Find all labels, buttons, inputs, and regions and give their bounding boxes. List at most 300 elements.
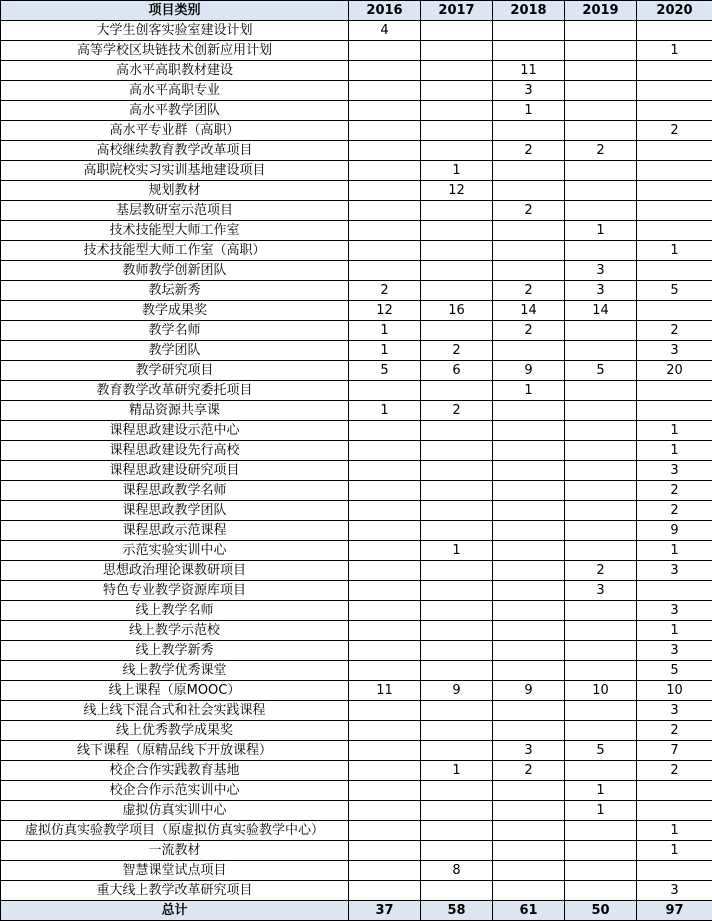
row-value — [421, 141, 493, 161]
row-value: 9 — [421, 681, 493, 701]
row-category: 高水平高职专业 — [1, 81, 349, 101]
row-value: 5 — [565, 741, 637, 761]
table-row — [1, 881, 712, 901]
row-value — [493, 641, 565, 661]
row-value — [565, 21, 637, 41]
row-category: 教坛新秀 — [1, 281, 349, 301]
table-row — [1, 541, 712, 561]
row-value — [493, 621, 565, 641]
row-value: 3 — [637, 701, 712, 721]
table-row — [1, 581, 712, 601]
row-category: 虚拟仿真实验教学项目（原虚拟仿真实验教学中心） — [1, 821, 349, 841]
row-value: 16 — [421, 301, 493, 321]
row-value — [493, 561, 565, 581]
row-value — [565, 501, 637, 521]
row-value — [493, 441, 565, 461]
row-value — [565, 841, 637, 861]
row-value — [349, 781, 421, 801]
table-row — [1, 121, 712, 141]
row-category: 线下课程（原精品线下开放课程） — [1, 741, 349, 761]
table-row — [1, 441, 712, 461]
row-value — [421, 381, 493, 401]
row-value — [565, 201, 637, 221]
row-value — [421, 241, 493, 261]
row-value: 1 — [493, 101, 565, 121]
row-category: 线上教学优秀课堂 — [1, 661, 349, 681]
row-value: 2 — [637, 321, 712, 341]
row-value — [493, 481, 565, 501]
row-value — [565, 461, 637, 481]
table-row — [1, 701, 712, 721]
row-value — [349, 541, 421, 561]
row-value — [421, 441, 493, 461]
row-value — [421, 581, 493, 601]
row-category: 一流教材 — [1, 841, 349, 861]
header-year: 2018 — [493, 1, 565, 21]
row-value — [421, 261, 493, 281]
row-category: 线上教学新秀 — [1, 641, 349, 661]
row-category: 线上课程（原MOOC） — [1, 681, 349, 701]
row-value: 3 — [493, 81, 565, 101]
row-value: 1 — [637, 821, 712, 841]
row-value — [493, 581, 565, 601]
row-value: 20 — [637, 361, 712, 381]
row-value — [349, 641, 421, 661]
row-value — [565, 881, 637, 901]
row-value — [565, 861, 637, 881]
row-value — [493, 521, 565, 541]
row-value — [421, 221, 493, 241]
table-row — [1, 661, 712, 681]
row-value: 1 — [637, 841, 712, 861]
row-value — [493, 161, 565, 181]
table-row — [1, 281, 712, 301]
row-category: 课程思政建设先行高校 — [1, 441, 349, 461]
row-category: 示范实验实训中心 — [1, 541, 349, 561]
row-value — [349, 881, 421, 901]
row-value — [637, 401, 712, 421]
row-value — [493, 861, 565, 881]
row-value — [565, 821, 637, 841]
row-value — [421, 641, 493, 661]
row-value: 8 — [421, 861, 493, 881]
row-value: 2 — [637, 761, 712, 781]
row-category: 思想政治理论课教研项目 — [1, 561, 349, 581]
row-value — [637, 61, 712, 81]
row-value — [421, 81, 493, 101]
row-value: 2 — [493, 761, 565, 781]
row-value: 3 — [565, 261, 637, 281]
row-value: 12 — [421, 181, 493, 201]
row-value: 2 — [637, 501, 712, 521]
row-value — [349, 661, 421, 681]
row-value — [637, 81, 712, 101]
row-value — [349, 761, 421, 781]
row-value — [349, 701, 421, 721]
row-value — [349, 841, 421, 861]
row-value — [565, 641, 637, 661]
row-value — [637, 101, 712, 121]
row-value: 10 — [637, 681, 712, 701]
table-row — [1, 341, 712, 361]
row-value — [493, 21, 565, 41]
header-year: 2017 — [421, 1, 493, 21]
table-row — [1, 61, 712, 81]
row-category: 课程思政建设示范中心 — [1, 421, 349, 441]
row-category: 高水平教学团队 — [1, 101, 349, 121]
table-row — [1, 601, 712, 621]
row-category: 教学名师 — [1, 321, 349, 341]
row-category: 高职院校实习实训基地建设项目 — [1, 161, 349, 181]
row-value: 1 — [349, 341, 421, 361]
row-value — [493, 881, 565, 901]
table-row — [1, 361, 712, 381]
total-value: 37 — [349, 901, 421, 921]
row-category: 线上教学名师 — [1, 601, 349, 621]
header-row — [1, 1, 712, 21]
table-row — [1, 301, 712, 321]
row-value: 9 — [493, 681, 565, 701]
row-category: 高等学校区块链技术创新应用计划 — [1, 41, 349, 61]
row-category: 课程思政建设研究项目 — [1, 461, 349, 481]
row-value — [421, 61, 493, 81]
row-category: 教学研究项目 — [1, 361, 349, 381]
row-value — [349, 221, 421, 241]
row-category: 技术技能型大师工作室 — [1, 221, 349, 241]
row-value: 14 — [493, 301, 565, 321]
row-value — [565, 341, 637, 361]
row-category: 校企合作示范实训中心 — [1, 781, 349, 801]
row-value — [565, 321, 637, 341]
row-value: 1 — [565, 801, 637, 821]
row-value — [421, 21, 493, 41]
row-category: 线上教学示范校 — [1, 621, 349, 641]
row-category: 大学生创客实验室建设计划 — [1, 21, 349, 41]
row-category: 高校继续教育教学改革项目 — [1, 141, 349, 161]
table-row — [1, 421, 712, 441]
row-value — [493, 221, 565, 241]
row-value: 7 — [637, 741, 712, 761]
row-value: 10 — [565, 681, 637, 701]
row-value: 2 — [637, 481, 712, 501]
row-value — [349, 41, 421, 61]
row-value — [565, 521, 637, 541]
row-category: 精品资源共享课 — [1, 401, 349, 421]
table-row — [1, 141, 712, 161]
row-value — [421, 881, 493, 901]
row-value: 1 — [637, 241, 712, 261]
row-value — [349, 181, 421, 201]
table-row — [1, 321, 712, 341]
row-value: 2 — [565, 141, 637, 161]
row-value — [349, 601, 421, 621]
row-value — [349, 721, 421, 741]
row-value — [565, 421, 637, 441]
row-value — [565, 241, 637, 261]
row-value: 1 — [421, 761, 493, 781]
row-value: 1 — [637, 421, 712, 441]
row-category: 智慧课堂试点项目 — [1, 861, 349, 881]
row-value — [493, 501, 565, 521]
header-year: 2016 — [349, 1, 421, 21]
table-row — [1, 821, 712, 841]
row-value — [349, 201, 421, 221]
row-category: 教育教学改革研究委托项目 — [1, 381, 349, 401]
row-value: 1 — [565, 781, 637, 801]
table-row — [1, 861, 712, 881]
table-row — [1, 801, 712, 821]
row-category: 规划教材 — [1, 181, 349, 201]
row-value: 3 — [637, 561, 712, 581]
row-value: 4 — [349, 21, 421, 41]
row-value — [421, 421, 493, 441]
row-value — [349, 801, 421, 821]
row-value — [565, 701, 637, 721]
row-value: 1 — [637, 541, 712, 561]
row-category: 教师教学创新团队 — [1, 261, 349, 281]
row-value: 2 — [565, 561, 637, 581]
row-value — [565, 121, 637, 141]
table-row — [1, 481, 712, 501]
row-value — [349, 861, 421, 881]
table-row — [1, 161, 712, 181]
row-value — [493, 181, 565, 201]
row-value: 2 — [421, 341, 493, 361]
row-value — [565, 61, 637, 81]
table-row — [1, 461, 712, 481]
row-value: 1 — [421, 161, 493, 181]
row-value: 3 — [637, 641, 712, 661]
row-value — [421, 721, 493, 741]
row-value — [349, 61, 421, 81]
row-category: 校企合作实践教育基地 — [1, 761, 349, 781]
row-value — [565, 161, 637, 181]
row-value: 5 — [565, 361, 637, 381]
row-value — [421, 321, 493, 341]
row-value — [637, 201, 712, 221]
table-row — [1, 561, 712, 581]
row-value — [493, 41, 565, 61]
row-value — [349, 741, 421, 761]
row-value — [349, 261, 421, 281]
row-value — [637, 181, 712, 201]
row-value — [421, 601, 493, 621]
row-value — [349, 441, 421, 461]
row-category: 重大线上教学改革研究项目 — [1, 881, 349, 901]
row-value — [637, 581, 712, 601]
row-value: 5 — [637, 281, 712, 301]
row-value — [565, 81, 637, 101]
table-row — [1, 201, 712, 221]
total-label: 总计 — [1, 901, 349, 921]
row-value — [637, 141, 712, 161]
row-value — [565, 721, 637, 741]
row-value — [493, 721, 565, 741]
row-value — [565, 601, 637, 621]
row-value — [421, 521, 493, 541]
table-row — [1, 221, 712, 241]
total-value: 97 — [637, 901, 712, 921]
table-row — [1, 501, 712, 521]
table-row — [1, 621, 712, 641]
row-value — [637, 261, 712, 281]
row-value: 5 — [349, 361, 421, 381]
row-value — [421, 281, 493, 301]
table-row — [1, 841, 712, 861]
row-value — [637, 381, 712, 401]
row-value: 3 — [637, 341, 712, 361]
row-value — [493, 541, 565, 561]
row-value: 9 — [637, 521, 712, 541]
row-value — [565, 401, 637, 421]
row-value — [493, 601, 565, 621]
table-row — [1, 641, 712, 661]
row-value: 2 — [637, 721, 712, 741]
row-value: 2 — [421, 401, 493, 421]
row-value — [349, 481, 421, 501]
row-value — [421, 821, 493, 841]
total-value: 61 — [493, 901, 565, 921]
row-value — [421, 121, 493, 141]
row-value — [637, 781, 712, 801]
row-value — [565, 541, 637, 561]
table-row — [1, 781, 712, 801]
row-value — [493, 341, 565, 361]
header-year: 2020 — [637, 1, 712, 21]
row-value — [349, 241, 421, 261]
row-value — [349, 521, 421, 541]
table-row — [1, 401, 712, 421]
header-category: 项目类别 — [1, 1, 349, 21]
row-value — [349, 421, 421, 441]
total-value: 58 — [421, 901, 493, 921]
row-value — [421, 201, 493, 221]
table-row — [1, 81, 712, 101]
row-category: 教学团队 — [1, 341, 349, 361]
row-value: 2 — [493, 321, 565, 341]
row-value — [349, 101, 421, 121]
row-value: 1 — [349, 321, 421, 341]
row-value — [637, 801, 712, 821]
row-value — [565, 101, 637, 121]
row-value: 2 — [493, 141, 565, 161]
row-value — [349, 141, 421, 161]
row-value — [637, 21, 712, 41]
row-category: 特色专业教学资源库项目 — [1, 581, 349, 601]
row-value: 14 — [565, 301, 637, 321]
row-value — [493, 841, 565, 861]
row-value: 1 — [493, 381, 565, 401]
row-category: 高水平高职教材建设 — [1, 61, 349, 81]
table-row — [1, 261, 712, 281]
row-value: 5 — [637, 661, 712, 681]
row-value — [637, 161, 712, 181]
table-row — [1, 241, 712, 261]
row-value — [421, 501, 493, 521]
row-value — [349, 621, 421, 641]
row-value — [493, 241, 565, 261]
row-value — [565, 621, 637, 641]
row-category: 课程思政教学名师 — [1, 481, 349, 501]
row-value: 2 — [637, 121, 712, 141]
row-value — [637, 221, 712, 241]
row-value — [421, 801, 493, 821]
row-category: 教学成果奖 — [1, 301, 349, 321]
row-value — [565, 381, 637, 401]
row-category: 技术技能型大师工作室（高职） — [1, 241, 349, 261]
row-value — [421, 101, 493, 121]
table-row — [1, 741, 712, 761]
row-value: 1 — [565, 221, 637, 241]
row-value: 1 — [421, 541, 493, 561]
row-category: 虚拟仿真实训中心 — [1, 801, 349, 821]
row-value — [637, 861, 712, 881]
row-value — [349, 381, 421, 401]
row-value — [493, 801, 565, 821]
row-value: 3 — [565, 581, 637, 601]
row-value: 3 — [637, 601, 712, 621]
row-value — [565, 761, 637, 781]
row-value: 2 — [493, 281, 565, 301]
table-row — [1, 41, 712, 61]
row-value — [493, 781, 565, 801]
row-value: 1 — [349, 401, 421, 421]
row-value — [349, 821, 421, 841]
row-value — [349, 561, 421, 581]
table-body — [1, 21, 712, 901]
row-value — [349, 81, 421, 101]
row-value: 3 — [565, 281, 637, 301]
row-value — [421, 701, 493, 721]
table-row — [1, 761, 712, 781]
row-value — [565, 441, 637, 461]
row-value — [421, 481, 493, 501]
row-value: 12 — [349, 301, 421, 321]
row-value: 9 — [493, 361, 565, 381]
total-row — [1, 901, 712, 921]
row-value — [493, 701, 565, 721]
table-row — [1, 721, 712, 741]
total-value: 50 — [565, 901, 637, 921]
row-value: 1 — [637, 41, 712, 61]
row-value: 11 — [493, 61, 565, 81]
row-value: 1 — [637, 621, 712, 641]
row-category: 线上线下混合式和社会实践课程 — [1, 701, 349, 721]
row-category: 课程思政示范课程 — [1, 521, 349, 541]
row-value: 11 — [349, 681, 421, 701]
row-value — [421, 661, 493, 681]
row-value — [349, 501, 421, 521]
table-row — [1, 381, 712, 401]
row-category: 高水平专业群（高职） — [1, 121, 349, 141]
table-row — [1, 521, 712, 541]
row-value — [493, 821, 565, 841]
row-value — [349, 161, 421, 181]
row-value — [493, 661, 565, 681]
header-year: 2019 — [565, 1, 637, 21]
row-value — [421, 621, 493, 641]
table-row — [1, 21, 712, 41]
table-row — [1, 101, 712, 121]
row-value — [493, 461, 565, 481]
row-value — [421, 741, 493, 761]
row-value — [565, 181, 637, 201]
row-value — [493, 121, 565, 141]
row-value — [637, 301, 712, 321]
row-value: 6 — [421, 361, 493, 381]
row-value — [493, 421, 565, 441]
row-value — [565, 661, 637, 681]
